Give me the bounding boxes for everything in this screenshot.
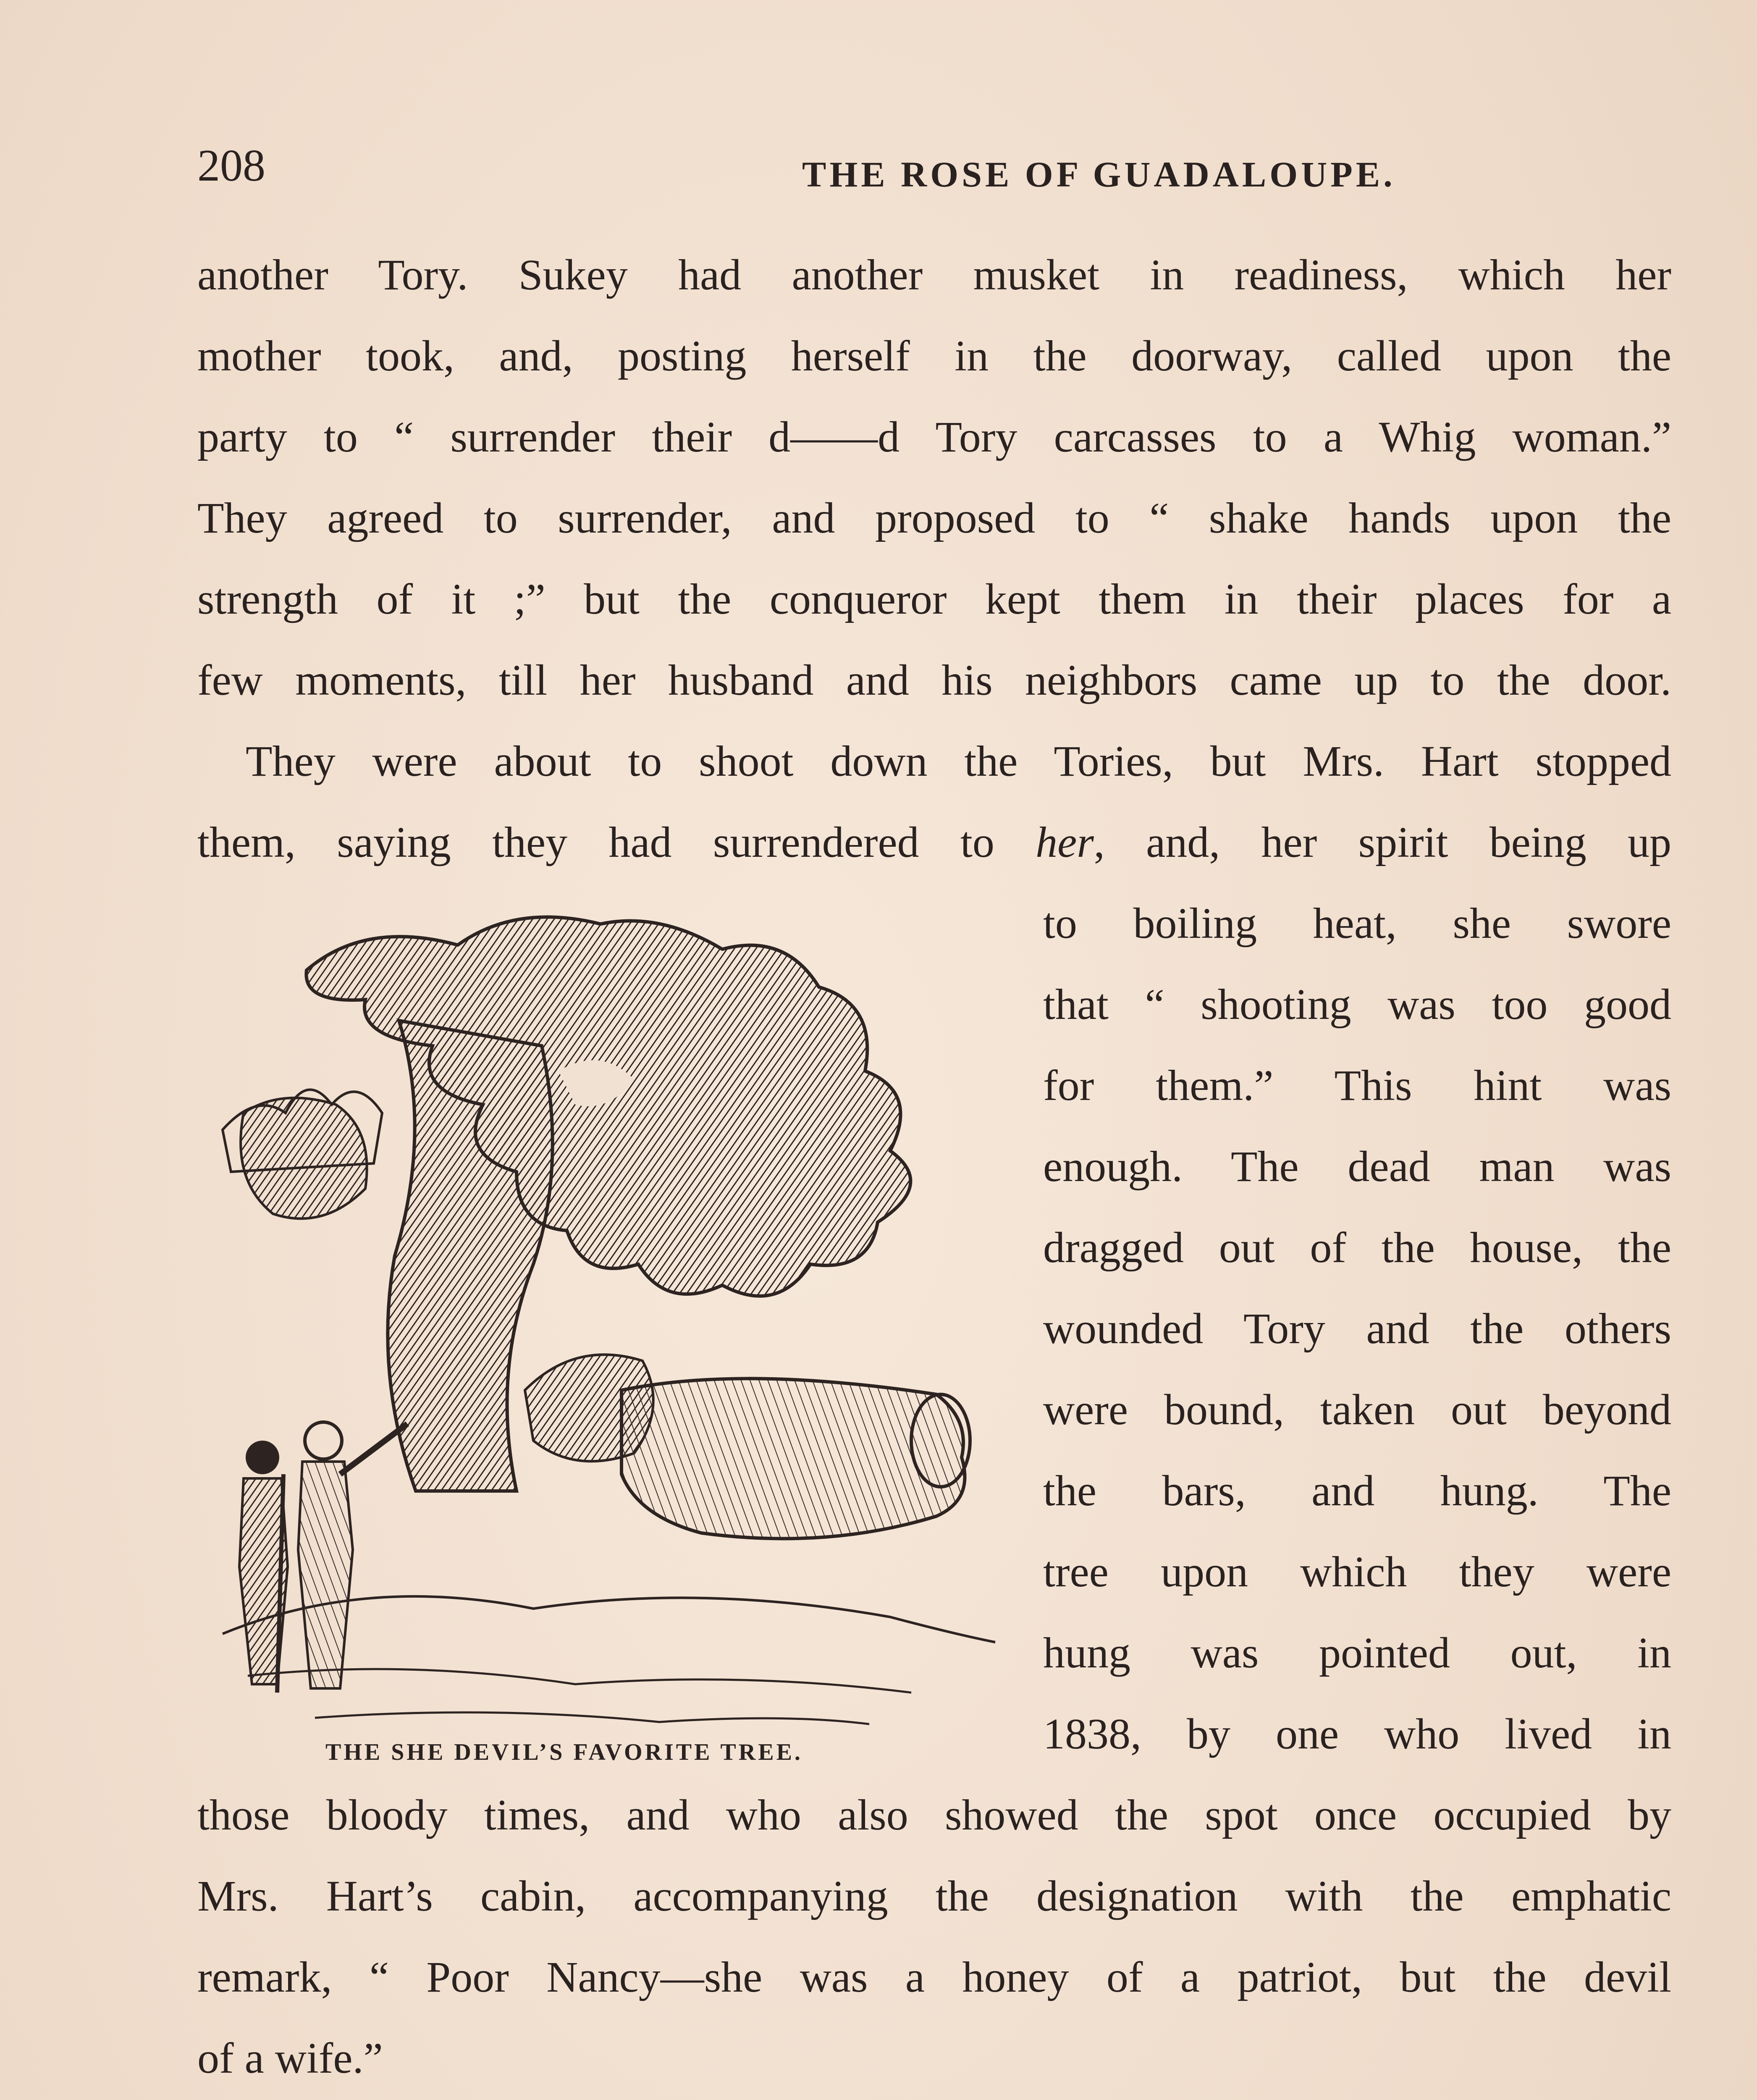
text-line xyxy=(197,815,1671,870)
text-line: strength of it ;” but the conqueror kept them in their places for a xyxy=(197,575,1671,623)
text-line: were bound, taken out beyond xyxy=(1043,1386,1671,1434)
text-line: another Tory. Sukey had another musket in readiness, which her xyxy=(197,251,1671,299)
tree-engraving-illustration xyxy=(197,895,1020,1730)
page-number: 208 xyxy=(197,141,265,191)
text-line: of a wife.” xyxy=(197,2034,383,2082)
text-line: to boiling heat, she swore xyxy=(1043,899,1671,948)
text-line: for them.” This hint was xyxy=(1043,1061,1671,1110)
text-line: Mrs. Hart’s cabin, accompanying the designation with the emphatic xyxy=(197,1872,1671,1920)
text-line: enough. The dead man was xyxy=(1043,1142,1671,1191)
text-line: mother took, and, posting herself in the doorway, called upon the xyxy=(197,332,1671,380)
text-line: remark, “ Poor Nancy—she was a honey of a patriot, but the devil xyxy=(197,1953,1671,2001)
text-line: few moments, till her husband and his neighbors came up to the door. xyxy=(197,656,1671,704)
running-title: THE ROSE OF GUADALOUPE. xyxy=(802,154,1396,194)
text-line: the bars, and hung. The xyxy=(1043,1467,1671,1515)
text-line: that “ shooting was too good xyxy=(1043,980,1671,1029)
text-line: dragged out of the house, the xyxy=(1043,1223,1671,1272)
text-line: wounded Tory and the others xyxy=(1043,1305,1671,1353)
emphasis: her xyxy=(1036,818,1094,866)
text-line: 1838, by one who lived in xyxy=(1043,1710,1671,1758)
text-line: They were about to shoot down the Tories, but Mrs. Hart stopped xyxy=(246,737,1671,785)
text-line: hung was pointed out, in xyxy=(1043,1629,1671,1677)
text-span: , and, her spirit being up xyxy=(1094,818,1672,866)
text-line: party to “ surrender their d——d Tory carcasses to a Whig woman.” xyxy=(197,413,1671,461)
text-line: tree upon which they were xyxy=(1043,1548,1671,1596)
text-line: those bloody times, and who also showed the spot once occupied by xyxy=(197,1791,1671,1839)
running-head xyxy=(197,139,1671,193)
illustration-caption: THE SHE DEVIL’S FAVORITE TREE. xyxy=(325,1739,803,1765)
text-line: They agreed to surrender, and proposed to “ shake hands upon the xyxy=(197,494,1671,542)
text-span: them, saying they had surrendered to xyxy=(197,818,1036,866)
